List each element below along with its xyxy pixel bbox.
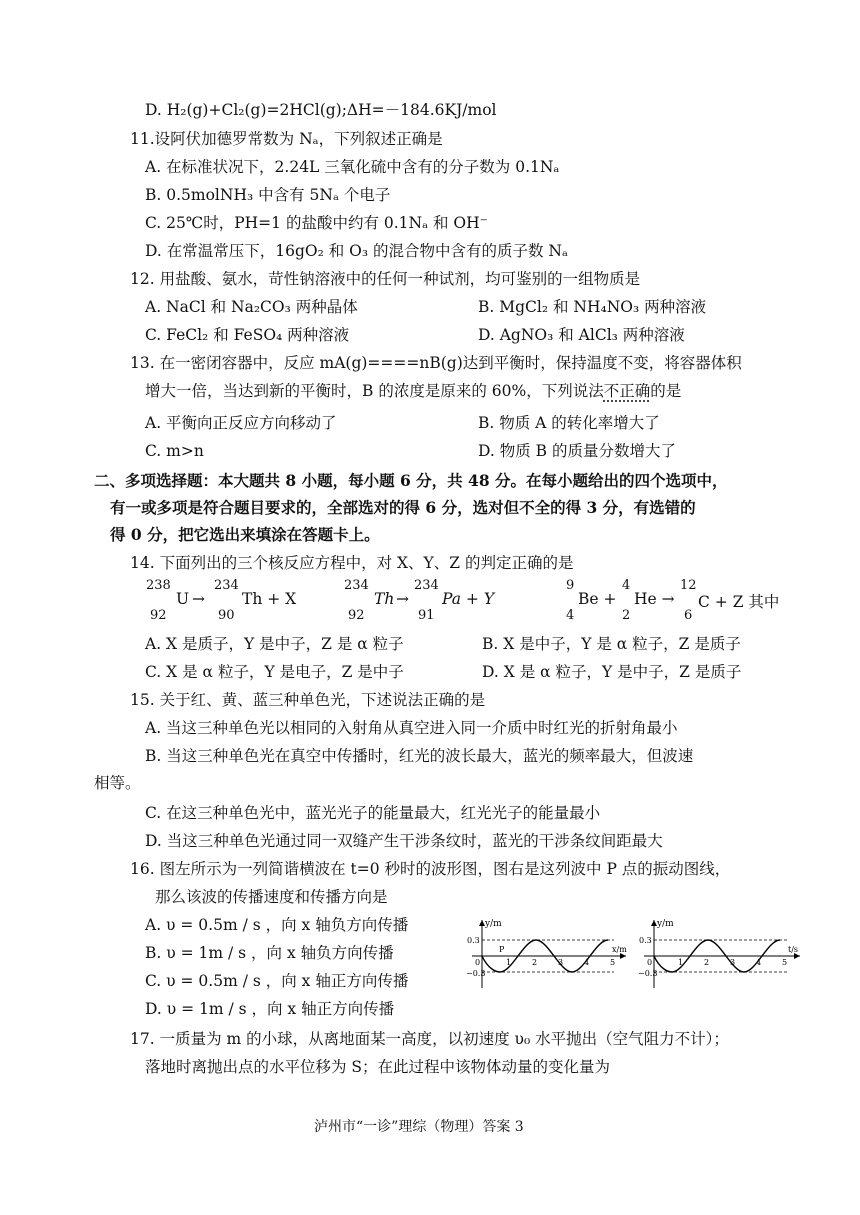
q14-option-a: A. X 是质子，Y 是中子，Z 是 α 粒子 <box>145 635 404 653</box>
top-value: 0.3 <box>639 936 652 945</box>
q12-stem: 12. 用盐酸、氨水，苛性钠溶液中的任何一种试剂，均可鉴别的一组物质是 <box>130 270 641 288</box>
y-axis-label: y/m <box>657 919 674 929</box>
y-axis-label: y/m <box>485 919 502 929</box>
bottom-value: −0.3 <box>466 969 486 978</box>
tick-label: 1 <box>506 958 512 967</box>
q13-stem-line1: 13. 在一密闭容器中，反应 mA(g)====nB(g)达到平衡时，保持温度不变，将容器体积 <box>130 354 742 372</box>
q13-stem-line2: 增大一倍，当达到新的平衡时，B 的浓度是原来的 60%，下列说法不正确的是 <box>145 382 682 400</box>
nuclear-equation-3: 9 4 Be + 4 2 He → 12 6 C + Z 其中 <box>566 578 780 623</box>
emphasis-not-correct: 不正确 <box>603 382 651 400</box>
section2-heading-line1: 二、多项选择题：本大题共 8 小题，每小题 6 分，共 48 分。在每小题给出的四个选项中， <box>94 471 728 490</box>
q13-option-d: D. 物质 B 的质量分数增大了 <box>478 442 676 460</box>
point-p-label: P <box>499 945 505 954</box>
q12-option-c: C. FeCl₂ 和 FeSO₄ 两种溶液 <box>145 326 350 344</box>
t-axis-label: t/s <box>788 945 799 954</box>
q13-option-b: B. 物质 A 的转化率增大了 <box>478 414 660 432</box>
x-axis-label: x/m <box>612 945 627 954</box>
q16-stem-line1: 16. 图左所示为一列简谐横波在 t=0 秒时的波形图，图右是这列波中 P 点的振动图线， <box>130 860 731 878</box>
q15-stem: 15. 关于红、黄、蓝三种单色光，下述说法正确的是 <box>130 691 486 709</box>
q16-option-d: D. υ = 1m / s ，向 x 轴正方向传播 <box>145 1000 395 1018</box>
q12-option-d: D. AgNO₃ 和 AlCl₃ 两种溶液 <box>478 326 685 344</box>
vibration-graph <box>638 918 804 990</box>
top-value: 0.3 <box>467 936 480 945</box>
tick-label: 5 <box>782 958 788 967</box>
q14-option-c: C. X 是 α 粒子，Y 是电子，Z 是中子 <box>145 663 404 681</box>
nuclear-equation-2: 234 92 Th → 234 91 Pa + Y <box>344 578 495 623</box>
bottom-value: −0.3 <box>638 969 658 978</box>
q11-option-a: A. 在标准状况下，2.24L 三氧化硫中含有的分子数为 0.1Nₐ <box>145 158 560 176</box>
q15-option-b-line2: 相等。 <box>94 774 141 792</box>
q16-option-c: C. υ = 0.5m / s ，向 x 轴正方向传播 <box>145 972 409 990</box>
tick-label: 4 <box>756 958 762 967</box>
q14-option-b: B. X 是中子，Y 是 α 粒子，Z 是质子 <box>482 635 741 653</box>
tick-label: 4 <box>584 958 590 967</box>
q15-option-b-line1: B. 当这三种单色光在真空中传播时，红光的波长最大，蓝光的频率最大，但波速 <box>145 747 694 765</box>
q12-option-b: B. MgCl₂ 和 NH₄NO₃ 两种溶液 <box>478 298 707 316</box>
q15-option-c: C. 在这三种单色光中，蓝光光子的能量最大，红光光子的能量最小 <box>145 804 601 822</box>
q13-option-c: C. m>n <box>145 442 204 460</box>
q12-option-a: A. NaCl 和 Na₂CO₃ 两种晶体 <box>145 298 358 316</box>
q16-option-a: A. υ = 0.5m / s ，向 x 轴负方向传播 <box>145 916 409 934</box>
section2-heading-line3: 得 0 分，把它选出来填涂在答题卡上。 <box>110 525 380 544</box>
tick-label: 2 <box>704 958 710 967</box>
origin-label: 0 <box>647 958 653 967</box>
origin-label: 0 <box>475 958 481 967</box>
q14-option-d: D. X 是 α 粒子，Y 是中子，Z 是质子 <box>482 663 742 681</box>
nuclear-equation-1: 238 92 U → 234 90 Th + X <box>146 578 297 623</box>
q17-stem-line1: 17. 一质量为 m 的小球，从离地面某一高度，以初速度 υ₀ 水平抛出（空气阻力不计）； <box>130 1030 729 1048</box>
q15-option-d: D. 当这三种单色光通过同一双缝产生干涉条纹时，蓝光的干涉条纹间距最大 <box>145 832 663 850</box>
wave-form-graph <box>466 918 630 990</box>
x-tick-labels <box>506 958 615 967</box>
q11-option-b: B. 0.5molNH₃ 中含有 5Nₐ 个电子 <box>145 186 391 204</box>
q10-option-d: D. H₂(g)+Cl₂(g)=2HCl(g);ΔH=－184.6KJ/mol <box>145 101 497 119</box>
tick-label: 3 <box>558 958 564 967</box>
q13-option-a: A. 平衡向正反应方向移动了 <box>145 414 337 432</box>
q11-option-c: C. 25℃时，PH=1 的盐酸中约有 0.1Nₐ 和 OH⁻ <box>145 214 488 232</box>
page-footer: 泸州市“一诊”理综（物理）答案 3 <box>314 1119 524 1135</box>
tick-label: 3 <box>730 958 736 967</box>
q11-stem: 11.设阿伏加德罗常数为 Nₐ，下列叙述正确是 <box>130 130 443 148</box>
q11-option-d: D. 在常温常压下，16gO₂ 和 O₃ 的混合物中含有的质子数 Nₐ <box>145 242 568 260</box>
q16-option-b: B. υ = 1m / s ，向 x 轴负方向传播 <box>145 944 394 962</box>
tick-label: 5 <box>610 958 616 967</box>
tick-label: 2 <box>532 958 538 967</box>
q15-option-a: A. 当这三种单色光以相同的入射角从真空进入同一介质中时红光的折射角最小 <box>145 719 678 737</box>
t-tick-labels <box>678 958 787 967</box>
tick-label: 1 <box>678 958 684 967</box>
q16-stem-line2: 那么该波的传播速度和传播方向是 <box>155 888 388 906</box>
section2-heading-line2: 有一或多项是符合题目要求的，全部选对的得 6 分，选对但不全的得 3 分，有选错的 <box>110 498 696 517</box>
q17-stem-line2: 落地时离抛出点的水平位移为 S；在此过程中该物体动量的变化量为 <box>145 1058 611 1076</box>
q14-stem: 14. 下面列出的三个核反应方程中，对 X、Y、Z 的判定正确的是 <box>130 554 574 572</box>
